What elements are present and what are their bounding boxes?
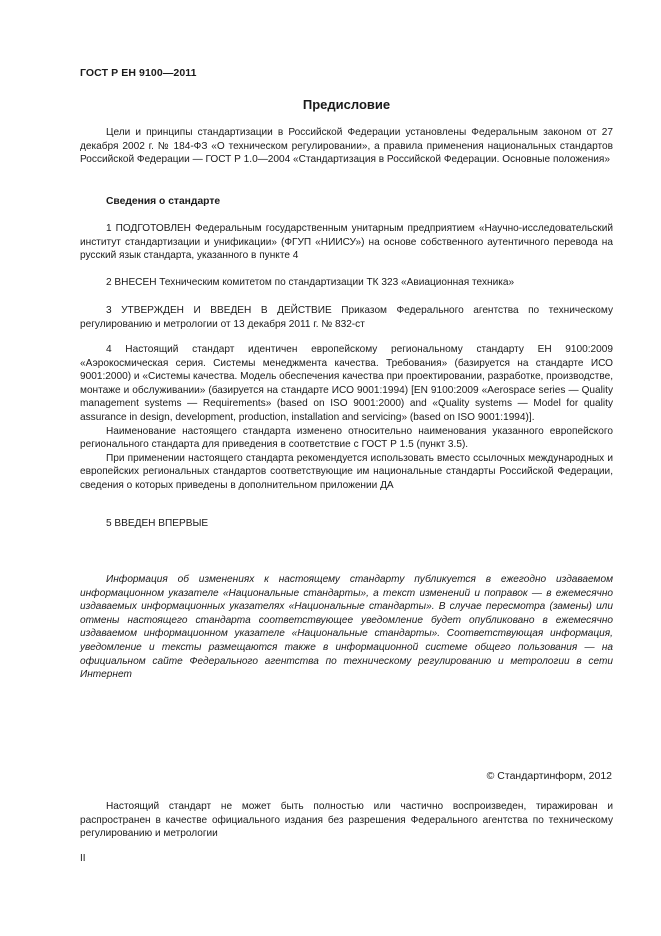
- item-4-reference-note: При применении настоящего стандарта рекомендуется использовать вместо ссылочных международных и европейских региональных стандартов соответствующие им национальные стандарты Российской Федерации, сведения о которых приведены в дополнительном приложении ДА: [80, 452, 613, 491]
- page-title: Предисловие: [302, 97, 391, 112]
- item-2-submitted: 2 ВНЕСЕН Техническим комитетом по стандартизации ТК 323 «Авиационная техника»: [106, 277, 515, 288]
- section-subtitle: Сведения о стандарте: [106, 196, 221, 207]
- item-1-prepared: 1 ПОДГОТОВЛЕН Федеральным государственным унитарным предприятием «Научно-исследовательский институт стандартизации и унификации» (ФГУП «НИИСУ») на основе собственного аутентичного перевода на русский язык стандарта, указанного в пункте 4: [80, 223, 613, 262]
- item-4-block: [80, 343, 613, 493]
- page-number: II: [80, 853, 86, 864]
- standard-code-header: ГОСТ Р ЕН 9100—2011: [80, 67, 197, 79]
- item-4-identity: 4 Настоящий стандарт идентичен европейскому региональному стандарту ЕН 9100:2009 «Аэрокосмическая серия. Системы менеджмента качества. Требования» (базируется на стандарте ИСО 9001:2000) и «Системы качества. Модель обеспечения качества при проектировании, разработке, производстве, монтаже и обслуживании» (базируется на стандарте ИСО 9001:1994) [EN 9100:2009 «Aerospace series — Quality management systems — Requirements» (based on ISO 9001:2000) and «Quality systems — Model for quality assurance in design, development, production, installation and servicing» (based on ISO 9001:1994)].: [80, 344, 613, 423]
- intro-paragraph: Цели и принципы стандартизации в Российской Федерации установлены Федеральным законом от 27 декабря 2002 г. № 184-ФЗ «О техническом регулировании», а правила применения национальных стандартов Российской Федерации — ГОСТ Р 1.0—2004 «Стандартизация в Российской Федерации. Основные положения»: [80, 127, 613, 166]
- item-5-introduced: 5 ВВЕДЕН ВПЕРВЫЕ: [106, 518, 209, 529]
- item-3-approved: 3 УТВЕРЖДЕН И ВВЕДЕН В ДЕЙСТВИЕ Приказом Федерального агентства по техническому регулированию и метрологии от 13 декабря 2011 г. № 832-ст: [80, 305, 613, 330]
- item-4-name-change: Наименование настоящего стандарта изменено относительно наименования указанного европейского регионального стандарта для приведения в соответствие с ГОСТ Р 1.5 (пункт 3.5).: [80, 425, 613, 451]
- copyright-line: © Стандартинформ, 2012: [486, 770, 612, 782]
- change-information-paragraph: Информация об изменениях к настоящему стандарту публикуется в ежегодно издаваемом информационном указателе «Национальные стандарты», а текст изменений и поправок — в ежемесячно издаваемых информационных указателях «Национальные стандарты». В случае пересмотра (замены) или отмены настоящего стандарта соответствующее уведомление будет опубликовано в ежемесячно издаваемом информационном указателе «Национальные стандарты». Соответствующая информация, уведомление и тексты размещаются также в информационной системе общего пользования — на официальном сайте Федерального агентства по техническому регулированию и метрологии в сети Интернет: [80, 574, 613, 681]
- reproduction-notice: Настоящий стандарт не может быть полностью или частично воспроизведен, тиражирован и распространен в качестве официального издания без разрешения Федерального агентства по техническому регулированию и метрологии: [80, 801, 613, 840]
